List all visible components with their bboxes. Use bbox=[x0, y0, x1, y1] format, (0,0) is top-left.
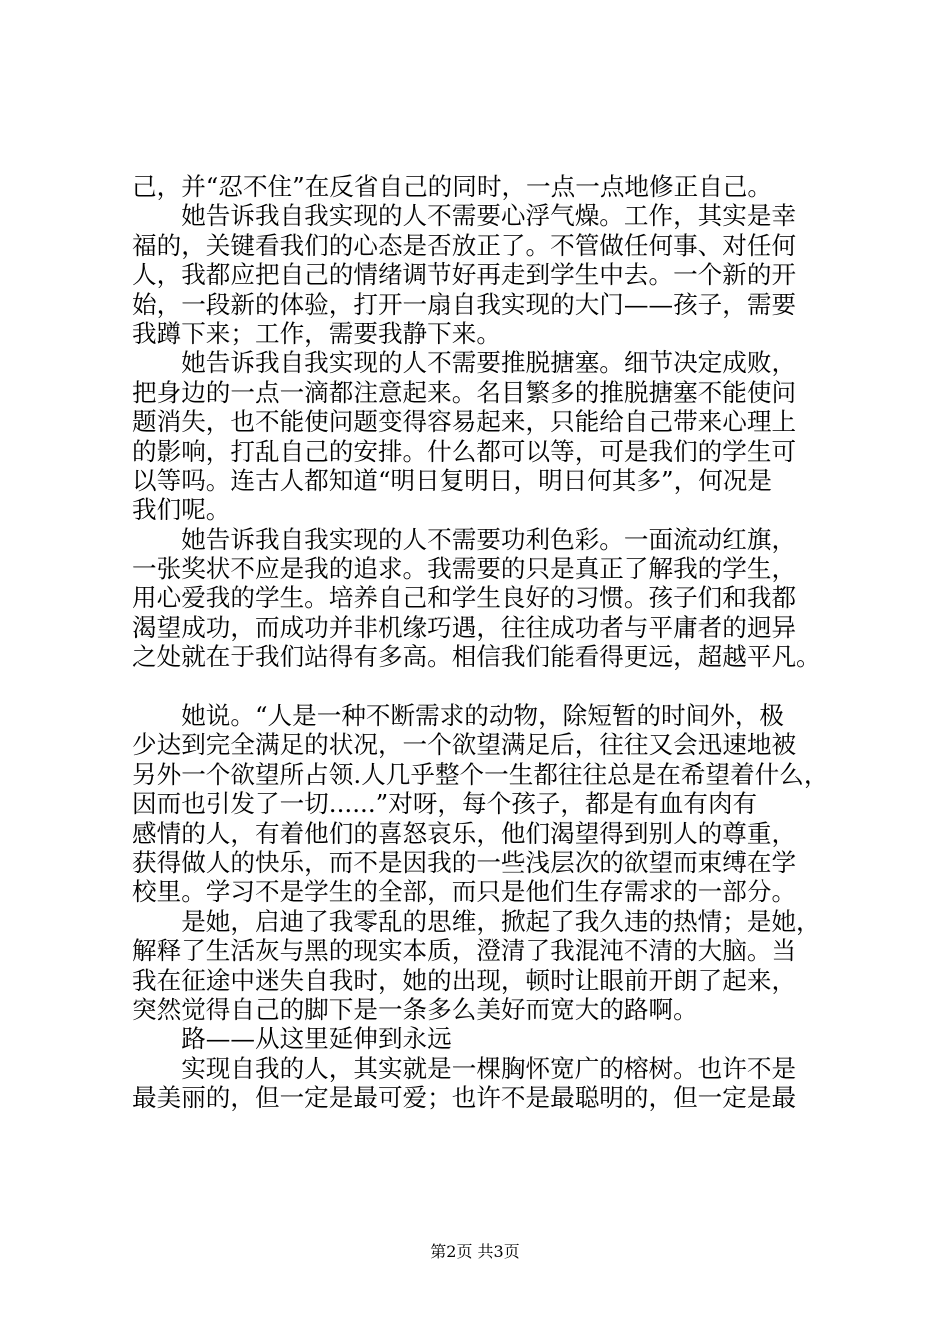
text-line: 解释了生活灰与黑的现实本质，澄清了我混沌不清的大脑。当 bbox=[132, 936, 797, 966]
text-line: 感情的人，有着他们的喜怒哀乐，他们渴望得到别人的尊重， bbox=[132, 818, 797, 848]
text-line: 之处就在于我们站得有多高。相信我们能看得更远，超越平凡。 bbox=[132, 642, 821, 672]
text-line: 她告诉我自我实现的人不需要推脱搪塞。细节决定成败， bbox=[132, 348, 797, 378]
text-line: 把身边的一点一滴都注意起来。名目繁多的推脱搪塞不能使问 bbox=[132, 377, 797, 407]
text-line: 校里。学习不是学生的全部，而只是他们生存需求的一部分。 bbox=[132, 877, 797, 907]
text-line: 己，并“忍不住”在反省自己的同时，一点一点地修正自己。 bbox=[132, 172, 772, 201]
text-line: 的影响，打乱自己的安排。什么都可以等，可是我们的学生可 bbox=[132, 436, 797, 466]
text-line: 获得做人的快乐，而不是因我的一些浅层次的欲望而束缚在学 bbox=[132, 847, 797, 877]
text-line: 以等吗。连古人都知道“明日复明日，明日何其多”，何况是 bbox=[132, 465, 772, 495]
text-line: 用心爱我的学生。培养自己和学生良好的习惯。孩子们和我都 bbox=[132, 583, 797, 613]
paragraph-gap bbox=[132, 672, 852, 701]
text-line: 最美丽的，但一定是最可爱；也许不是最聪明的，但一定是最 bbox=[132, 1083, 797, 1113]
text-line: 我们呢。 bbox=[132, 495, 231, 525]
text-line: 是她，启迪了我零乱的思维，掀起了我久违的热情；是她， bbox=[132, 906, 821, 936]
text-line: 我在征途中迷失自我时，她的出现，顿时让眼前开朗了起来， bbox=[132, 965, 797, 995]
text-line: 实现自我的人，其实就是一棵胸怀宽广的榕树。也许不是 bbox=[132, 1053, 797, 1083]
text-line: 人，我都应把自己的情绪调节好再走到学生中去。一个新的开 bbox=[132, 260, 797, 290]
body-text bbox=[132, 172, 852, 1113]
page-number-footer: 第2页 共3页 bbox=[430, 1242, 520, 1261]
text-line: 一张奖状不应是我的追求。我需要的只是真正了解我的学生， bbox=[132, 554, 797, 584]
text-line: 她说。“人是一种不断需求的动物，除短暂的时间外，极 bbox=[132, 701, 785, 731]
section-heading: 路——从这里延伸到永远 bbox=[132, 1024, 452, 1054]
text-line: 突然觉得自己的脚下是一条多么美好而宽大的路啊。 bbox=[132, 994, 698, 1024]
text-line: 福的，关键看我们的心态是否放正了。不管做任何事、对任何 bbox=[132, 230, 797, 260]
text-line: 因而也引发了一切......”对呀，每个孩子，都是有血有肉有 bbox=[132, 789, 758, 819]
text-line: 始，一段新的体验，打开一扇自我实现的大门——孩子，需要 bbox=[132, 289, 797, 319]
text-line: 少达到完全满足的状况，一个欲望满足后，往往又会迅速地被 bbox=[132, 730, 797, 760]
text-line: 她告诉我自我实现的人不需要心浮气燥。工作，其实是幸 bbox=[132, 201, 797, 231]
text-line: 另外一个欲望所占领.人几乎整个一生都往往总是在希望着什么， bbox=[132, 759, 829, 789]
text-line: 我蹲下来；工作，需要我静下来。 bbox=[132, 318, 501, 348]
text-line: 她告诉我自我实现的人不需要功利色彩。一面流动红旗， bbox=[132, 524, 797, 554]
text-line: 渴望成功，而成功并非机缘巧遇，往往成功者与平庸者的迥异 bbox=[132, 612, 797, 642]
text-line: 题消失，也不能使问题变得容易起来，只能给自己带来心理上 bbox=[132, 407, 797, 437]
